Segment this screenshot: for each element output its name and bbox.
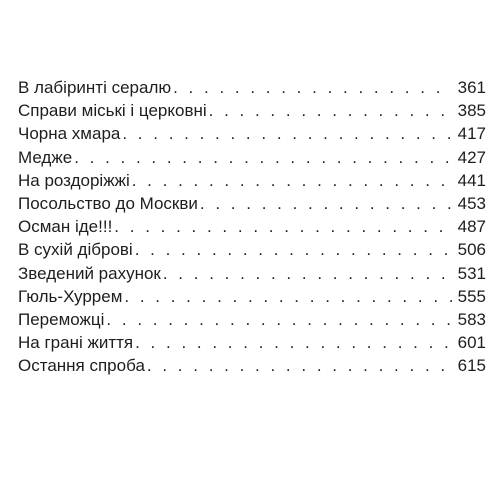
toc-entry-title: Медже (18, 147, 73, 167)
toc-entry-page-number: 531 (457, 263, 486, 283)
toc-entry-page-number: 506 (457, 240, 486, 260)
toc-entry-title: Гюль-Хуррем (18, 286, 123, 306)
dot-leader (74, 146, 452, 169)
dot-leader (200, 192, 452, 215)
toc-entry-title: Переможці (18, 309, 105, 329)
toc-entry (18, 215, 486, 238)
toc-entry (18, 122, 486, 145)
toc-entry-page-number: 555 (457, 286, 486, 306)
toc-entry-title: Справи міські і церковні (18, 101, 207, 121)
toc-entry-title: Чорна хмара (18, 124, 121, 144)
dot-leader (132, 169, 452, 192)
dot-leader (124, 285, 452, 308)
toc-entry-page-number: 427 (457, 147, 486, 167)
toc-entry-title: В сухій діброві (18, 240, 133, 260)
toc-entry (18, 238, 486, 261)
toc-entry-title: Остання спроба (18, 356, 145, 376)
toc-entry-title: Зведений рахунок (18, 263, 161, 283)
dot-leader (209, 99, 452, 122)
toc-entry-page-number: 441 (457, 170, 486, 190)
toc-entry-page-number: 583 (457, 309, 486, 329)
toc-entry-page-number: 417 (457, 124, 486, 144)
toc-entry-page-number: 453 (457, 193, 486, 213)
toc-entry-page-number: 361 (457, 78, 486, 97)
toc-entry (18, 169, 486, 192)
toc-entry-page-number: 601 (457, 333, 486, 353)
toc-entry-title: В лабіринті сералю (18, 78, 172, 97)
dot-leader (135, 331, 452, 354)
toc-entry (18, 146, 486, 169)
dot-leader (173, 76, 452, 99)
dot-leader (106, 308, 452, 331)
toc-entry-title: Осман іде!!! (18, 217, 113, 237)
toc-entry (18, 331, 486, 354)
dot-leader (135, 238, 452, 261)
toc-entry (18, 99, 486, 122)
dot-leader (114, 215, 452, 238)
dot-leader (122, 122, 452, 145)
toc-entry (18, 262, 486, 285)
toc-entry-title: Посольство до Москви (18, 193, 198, 213)
toc-entry (18, 192, 486, 215)
dot-leader (147, 354, 452, 377)
toc-entry-title: На роздоріжжі (18, 170, 130, 190)
dot-leader (163, 262, 452, 285)
toc-entry-page-number: 487 (457, 217, 486, 237)
toc-entry-page-number: 385 (457, 101, 486, 121)
toc-entry (18, 76, 486, 99)
table-of-contents (18, 76, 486, 377)
toc-entry-page-number: 615 (457, 356, 486, 376)
toc-entry (18, 308, 486, 331)
toc-entry (18, 354, 486, 377)
toc-entry (18, 285, 486, 308)
toc-entry-title: На грані життя (18, 333, 134, 353)
